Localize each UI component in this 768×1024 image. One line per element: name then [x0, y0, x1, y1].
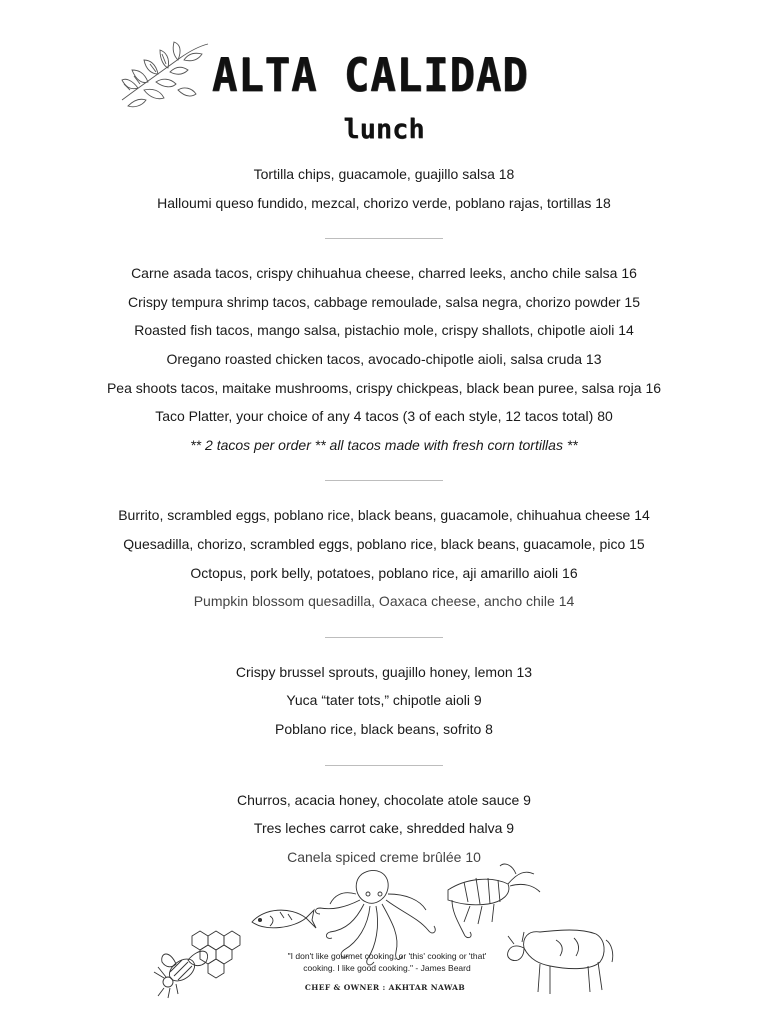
menu-item: Quesadilla, chorizo, scrambled eggs, poblano rice, black beans, guacamole, pico 15	[123, 535, 645, 552]
menu-type-title: lunch	[343, 114, 425, 145]
footer-quote: "I don't like gourmet cooking, or 'this' cooking or 'that' cooking. I like good cooking." - James Beard	[287, 951, 487, 973]
menu-item: Taco Platter, your choice of any 4 tacos (3 of each style, 12 tacos total) 80	[155, 408, 613, 425]
chef-owner-credit: CHEF & OWNER : AKHTAR NAWAB	[304, 983, 466, 992]
menu-item: Roasted fish tacos, mango salsa, pistachio mole, crispy shallots, chipotle aioli 14	[134, 322, 634, 339]
shrimp-icon	[448, 864, 540, 938]
leaf-sketch-icon	[118, 40, 210, 108]
menu-item: Canela spiced creme brûlée 10	[287, 848, 481, 865]
menu-item: Burrito, scrambled eggs, poblano rice, black beans, guacamole, chihuahua cheese 14	[118, 507, 650, 524]
menu-item: Tres leches carrot cake, shredded halva 9	[253, 820, 515, 837]
menu-item: Pumpkin blossom quesadilla, Oaxaca cheese, ancho chile 14	[193, 593, 575, 610]
menu-item: Oregano roasted chicken tacos, avocado-chipotle aioli, salsa cruda 13	[166, 350, 602, 367]
menu-item: Carne asada tacos, crispy chihuahua cheese, charred leeks, ancho chile salsa 16	[131, 265, 637, 282]
section-mains	[0, 501, 768, 615]
menu-item: Crispy brussel sprouts, guajillo honey, lemon 13	[235, 663, 533, 680]
honeycomb-icon	[192, 931, 240, 978]
menu-item: Poblano rice, black beans, sofrito 8	[275, 720, 493, 737]
menu-item: Yuca “tater tots,” chipotle aioli 9	[286, 692, 482, 709]
cow-icon	[508, 930, 613, 994]
section-starters	[0, 160, 768, 217]
menu-body	[0, 160, 768, 871]
menu-item: Octopus, pork belly, potatoes, poblano rice, aji amarillo aioli 16	[190, 564, 578, 581]
menu-item: Pea shoots tacos, maitake mushrooms, crispy chickpeas, black bean puree, salsa roja 16	[106, 379, 662, 396]
restaurant-name: ALTA CALIDAD	[212, 48, 529, 102]
menu-header	[0, 40, 768, 115]
menu-item: Crispy tempura shrimp tacos, cabbage remoulade, salsa negra, chorizo powder 15	[127, 293, 641, 310]
section-desserts	[0, 786, 768, 872]
menu-item: Churros, acacia honey, chocolate atole sauce 9	[237, 791, 531, 808]
section-sides	[0, 658, 768, 744]
taco-note: ** 2 tacos per order ** all tacos made with fresh corn tortillas **	[190, 436, 578, 453]
section-tacos	[0, 259, 768, 459]
menu-item: Halloumi queso fundido, mezcal, chorizo verde, poblano rajas, tortillas 18	[157, 194, 611, 211]
fish-icon	[252, 910, 316, 928]
menu-item: Tortilla chips, guacamole, guajillo salsa 18	[253, 166, 515, 182]
